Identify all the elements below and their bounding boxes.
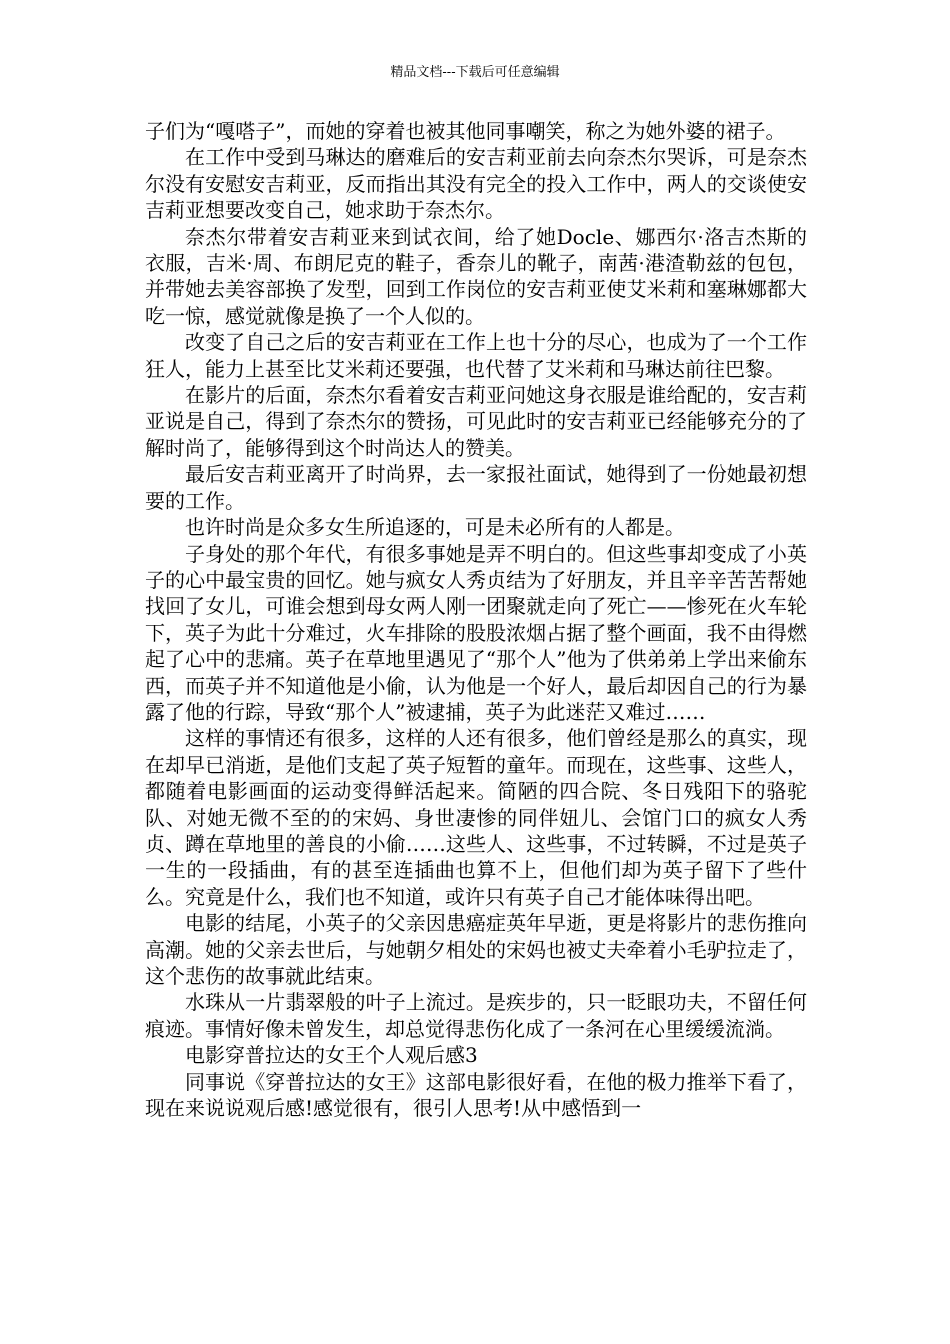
paragraph: 电影的结尾，小英子的父亲因患癌症英年早逝，更是将影片的悲伤推向高潮。她的父亲去世后，与她朝夕相处的宋妈也被丈夫牵着小毛驴拉走了，这个悲伤的故事就此结束。	[145, 911, 807, 988]
paragraph: 在工作中受到马琳达的磨难后的安吉莉亚前去向奈杰尔哭诉，可是奈杰尔没有安慰安吉莉亚，反而指出其没有完全的投入工作中，两人的交谈使安吉莉亚想要改变自己，她求助于奈杰尔。	[145, 145, 807, 223]
paragraph: 也许时尚是众多女生所追逐的，可是未必所有的人都是。	[185, 515, 685, 540]
paragraph: 同事说《穿普拉达的女王》这部电影很好看，在他的极力推举下看了，现在来说说观后感!感觉很有，很引人思考!从中感悟到一	[145, 1069, 807, 1121]
paragraph: 这样的事情还有很多，这样的人还有很多，他们曾经是那么的真实，现在却早已消逝，是他们支起了英子短暂的童年。而现在，这些事、这些人，都随着电影画面的运动变得鲜活起来。简陋的四合院、冬日残阳下的骆驼队、对她无微不至的的宋妈、身世凄惨的同伴妞儿、会馆门口的疯女人秀贞、蹲在草地里的善良的小偷……这些人、这些事，不过转瞬，不过是英子一生的一段插曲，有的甚至连插曲也算不上，但他们却为英子留下了些什么。究竟是什么，我们也不知道，或许只有英子自己才能体味得出吧。	[145, 726, 807, 909]
paragraph: 最后安吉莉亚离开了时尚界，去一家报社面试，她得到了一份她最初想要的工作。	[145, 462, 807, 513]
paragraph: 子们为“嘎嗒子”，而她的穿着也被其他同事嘲笑，称之为她外婆的裙子。	[145, 119, 786, 143]
paragraph: 水珠从一片翡翠般的叶子上流过。是疾步的，只一眨眼功夫，不留任何痕迹。事情好像未曾发生，却总觉得悲伤化成了一条河在心里缓缓流淌。	[145, 990, 807, 1041]
paragraph: 子身处的那个年代，有很多事她是弄不明白的。但这些事却变成了小英子的心中最宝贵的回忆。她与疯女人秀贞结为了好朋友，并且辛辛苦苦帮她找回了女儿，可谁会想到母女两人刚一团聚就走向了死亡——惨死在火车轮下，英子为此十分难过，火车排除的股股浓烟占据了整个画面，我不由得燃起了心中的悲痛。英子在草地里遇见了“那个人”他为了供弟弟上学出来偷东西，而英子并不知道他是小偷，认为他是一个好人，最后却因自己的行为暴露了他的行踪，导致“那个人”被逮捕，英子为此迷茫又难过……	[145, 541, 807, 724]
paragraph: 奈杰尔带着安吉莉亚来到试衣间，给了她Docle、娜西尔·洛吉杰斯的衣服，吉米·周、布朗尼克的鞋子，香奈儿的靴子，南茜·港渣勒兹的包包，并带她去美容部换了发型，回到工作岗位的安吉莉亚使艾米莉和塞琳娜都大吃一惊，感觉就像是换了一个人似的。	[145, 224, 807, 328]
page-header: 精品文档---下载后可任意编辑	[390, 65, 560, 80]
paragraph: 在影片的后面，奈杰尔看着安吉莉亚问她这身衣服是谁给配的，安吉莉亚说是自己，得到了奈杰尔的赞扬，可见此时的安吉莉亚已经能够充分的了解时尚了，能够得到这个时尚达人的赞美。	[145, 383, 807, 460]
section-heading: 电影穿普拉达的女王个人观后感3	[185, 1043, 478, 1068]
document-body	[145, 118, 807, 1121]
paragraph: 改变了自己之后的安吉莉亚在工作上也十分的尽心，也成为了一个工作狂人，能力上甚至比艾米莉还要强，也代替了艾米莉和马琳达前往巴黎。	[145, 330, 807, 381]
